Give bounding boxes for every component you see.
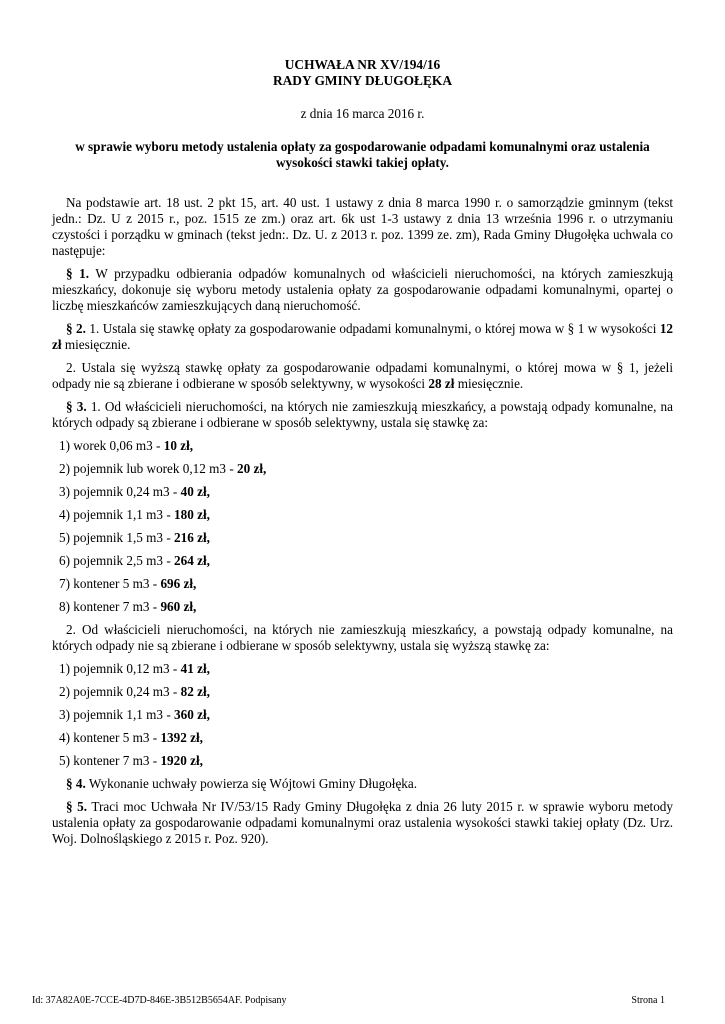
list-item [52, 461, 673, 477]
list-item-label: 8) kontener 7 m3 - [59, 599, 161, 614]
list-item-amount: 1392 zł, [160, 730, 203, 745]
section-2-point-2 [52, 360, 673, 392]
list-item-amount: 180 zł, [174, 507, 210, 522]
section-5-text: Traci moc Uchwała Nr IV/53/15 Rady Gminy Długołęka z dnia 26 luty 2015 r. w sprawie wyboru metody ustalenia opłaty za gospodarowanie odpadami komunalnymi oraz ustalenia wysokości stawki takiej opłaty (Dz. Urz. Woj. Dolnośląskiego z 2015 r. Poz. 920). [52, 799, 673, 846]
list-item [52, 753, 673, 769]
list-item-label: 3) pojemnik 1,1 m3 - [59, 707, 175, 722]
list-item-label: 2) pojemnik lub worek 0,12 m3 - [59, 461, 238, 476]
section-1-text: W przypadku odbierania odpadów komunalnych od właścicieli nieruchomości, na których zamieszkują mieszkańcy, dokonuje się wyboru metody ustalenia opłaty za gospodarowanie odpadami komunalnymi, opartej o liczbę mieszkańców zamieszkujących daną nieruchomość. [52, 266, 674, 313]
list-item-amount: 216 zł, [174, 530, 210, 545]
title-line-2: RADY GMINY DŁUGOŁĘKA [272, 73, 453, 88]
list-item [52, 661, 673, 677]
document-page [52, 57, 673, 854]
list-item-label: 4) kontener 5 m3 - [59, 730, 161, 745]
list-item-label: 2) pojemnik 0,24 m3 - [59, 684, 181, 699]
section-2-point-2-text: 2. Ustala się wyższą stawkę opłaty za gospodarowanie odpadami komunalnymi, o której mowa w § 1, jeżeli odpady nie są zbierane i odbierane w sposób selektywny, w wysokości [52, 360, 673, 391]
document-id: Id: 37A82A0E-7CCE-4D7D-846E-3B512B5654AF. Podpisany [32, 995, 287, 1006]
section-1 [52, 266, 673, 314]
rate-list-selective [52, 438, 673, 615]
section-3-marker: § 3. [66, 399, 87, 414]
document-subject: w sprawie wyboru metody ustalenia opłaty za gospodarowanie odpadami komunalnymi oraz ustalenia wysokości stawki takiej opłaty. [75, 139, 650, 170]
list-item-label: 7) kontener 5 m3 - [59, 576, 161, 591]
section-1-marker: § 1. [66, 266, 90, 281]
list-item-amount: 960 zł, [160, 599, 197, 614]
list-item [52, 484, 673, 500]
section-2-marker: § 2. [66, 321, 86, 336]
section-4-marker: § 4. [66, 776, 86, 791]
intro-paragraph: Na podstawie art. 18 ust. 2 pkt 15, art. 40 ust. 1 ustawy z dnia 8 marca 1990 r. o samorządzie gminnym (tekst jedn.: Dz. U z 2015 r., poz. 1515 ze zm.) oraz art. 6k ust 1-3 ustawy z dnia 13 września 1996 r. o utrzymaniu czystości i porządku w gminach (tekst jedn:. Dz. U. z 2013 r. poz. 1399 ze. zm), Rada Gminy Długołęka uchwala co następuje: [52, 195, 673, 258]
list-item-amount: 696 zł, [160, 576, 197, 591]
section-5-marker: § 5. [66, 799, 88, 814]
section-3 [52, 399, 673, 431]
list-item [52, 507, 673, 523]
page-number: Strona 1 [631, 995, 665, 1006]
list-item [52, 553, 673, 569]
list-item [52, 599, 673, 615]
section-3-text: 1. Od właścicieli nieruchomości, na których nie zamieszkują mieszkańcy, a powstają odpady komunalne, na których odpady są zbierane i odbierane w sposób selektywny, ustala się stawkę za: [52, 399, 673, 430]
list-item [52, 707, 673, 723]
list-item-label: 6) pojemnik 2,5 m3 - [59, 553, 175, 568]
list-item [52, 576, 673, 592]
section-4 [52, 776, 673, 792]
list-item-amount: 10 zł, [163, 438, 194, 453]
section-2-amount: 12 zł [52, 321, 673, 352]
list-item-label: 5) pojemnik 1,5 m3 - [59, 530, 175, 545]
section-2-point-2-amount: 28 zł [428, 376, 455, 391]
list-item-amount: 41 zł, [180, 661, 210, 676]
section-5 [52, 799, 673, 847]
list-item-amount: 264 zł, [174, 553, 210, 568]
list-item [52, 530, 673, 546]
rate-list-non-selective [52, 661, 673, 769]
list-item-amount: 82 zł, [180, 684, 210, 699]
list-item-amount: 360 zł, [174, 707, 210, 722]
list-item-amount: 40 zł, [180, 484, 210, 499]
list-item-label: 1) worek 0,06 m3 - [59, 438, 164, 453]
list-item [52, 438, 673, 454]
document-title [52, 57, 673, 89]
page-footer [32, 995, 665, 1007]
list-item-label: 4) pojemnik 1,1 m3 - [59, 507, 175, 522]
list-item-label: 5) kontener 7 m3 - [59, 753, 161, 768]
section-3-point-2: 2. Od właścicieli nieruchomości, na których nie zamieszkują mieszkańcy, a powstają odpady komunalne, na których odpady nie są zbierane i odbierane w sposób selektywny, ustala się wyższą stawkę za: [52, 622, 673, 653]
list-item-amount: 20 zł, [237, 461, 267, 476]
list-item [52, 684, 673, 700]
list-item-label: 1) pojemnik 0,12 m3 - [59, 661, 181, 676]
title-line-1: UCHWAŁA NR XV/194/16 [284, 57, 441, 72]
section-2-text: 1. Ustala się stawkę opłaty za gospodarowanie odpadami komunalnymi, o której mowa w § 1 w wysokości [85, 321, 660, 336]
list-item [52, 730, 673, 746]
list-item-amount: 1920 zł, [160, 753, 203, 768]
section-2-point-2-suffix: miesięcznie. [454, 376, 524, 391]
list-item-label: 3) pojemnik 0,24 m3 - [59, 484, 181, 499]
section-2 [52, 321, 673, 353]
section-4-text: Wykonanie uchwały powierza się Wójtowi Gminy Długołęka. [85, 776, 418, 791]
document-date: z dnia 16 marca 2016 r. [300, 106, 425, 121]
section-2-suffix: miesięcznie. [61, 337, 131, 352]
